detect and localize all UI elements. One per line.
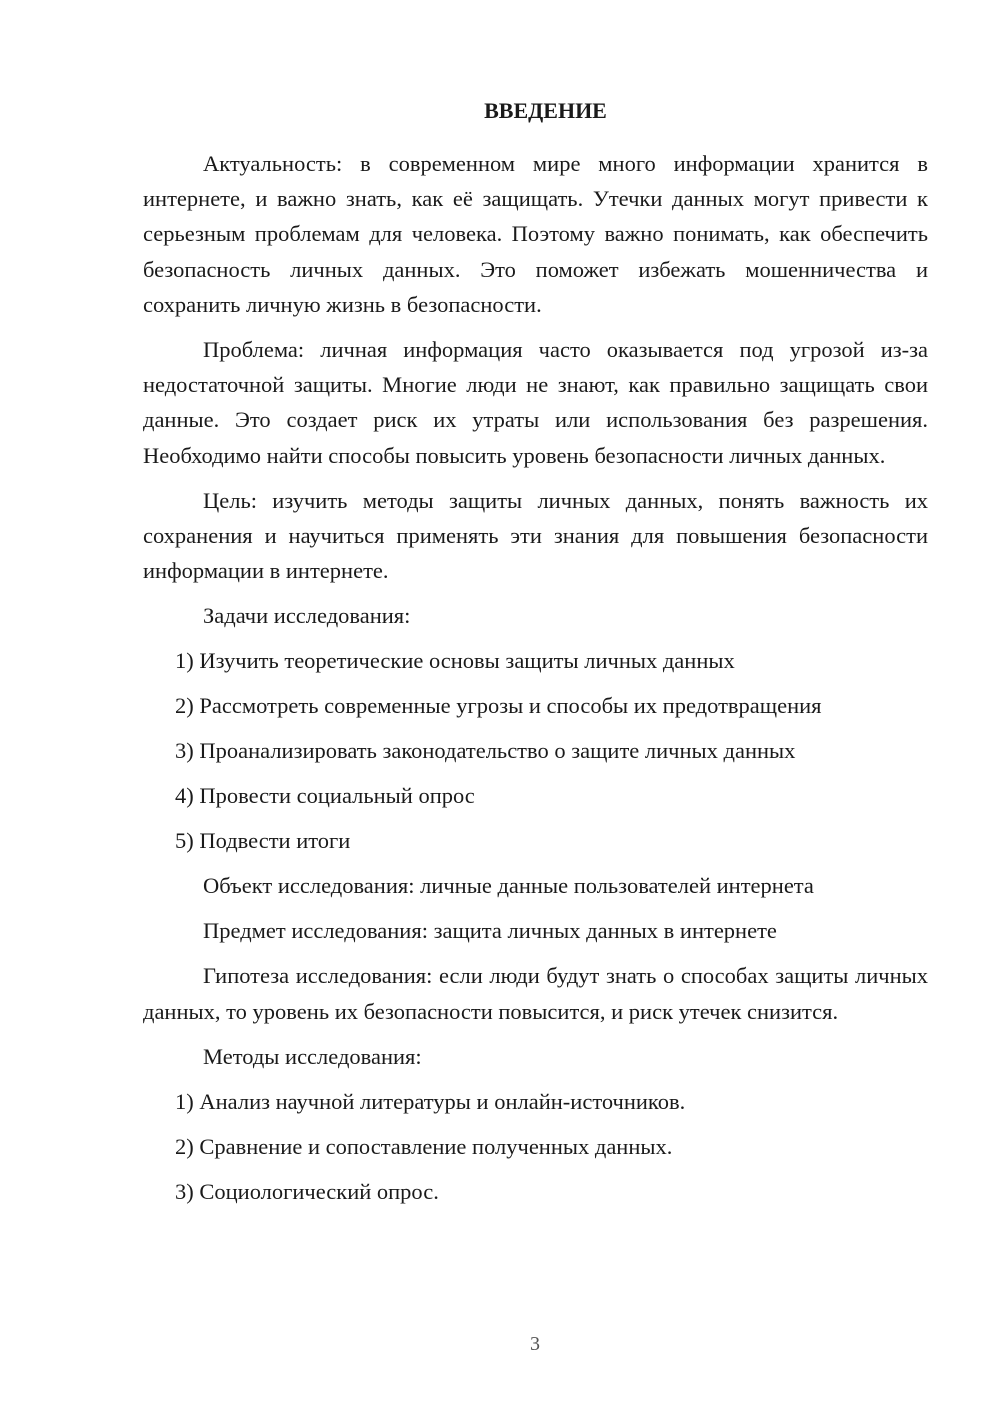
research-object: Объект исследования: личные данные пользователей интернета (203, 873, 814, 899)
tasks-heading: Задачи исследования: (203, 603, 411, 629)
goal-paragraph: Цель: изучить методы защиты личных данных, понять важность их сохранения и научиться применять эти знания для повышения безопасности информации в интернете. (143, 487, 928, 584)
methods-heading: Методы исследования: (203, 1043, 422, 1069)
method-item: 1) Анализ научной литературы и онлайн-источников. (175, 1088, 686, 1114)
page-title: ВВЕДЕНИЕ (484, 98, 607, 123)
document-page (143, 96, 928, 1219)
task-item: 2) Рассмотреть современные угрозы и способы их предотвращения (175, 693, 822, 719)
task-item: 4) Провести социальный опрос (175, 783, 475, 809)
problem-paragraph: Проблема: личная информация часто оказывается под угрозой из-за недостаточной защиты. Многие люди не знают, как правильно защищать свои данные. Это создает риск их утраты или использования без разрешения. Необходимо найти способы повысить уровень безопасности личных данных. (143, 337, 928, 468)
hypothesis-paragraph: Гипотеза исследования: если люди будут знать о способах защиты личных данных, то уровень их безопасности повысится, и риск утечек снизится. (143, 963, 928, 1024)
task-item: 3) Проанализировать законодательство о защите личных данных (175, 738, 796, 764)
relevance-paragraph: Актуальность: в современном мире много информации хранится в интернете, и важно знать, как её защищать. Утечки данных могут привести к серьезным проблемам для человека. Поэтому важно понимать, как обеспечить безопасность личных данных. Это поможет избежать мошенничества и сохранить личную жизнь в безопасности. (143, 151, 928, 317)
method-item: 2) Сравнение и сопоставление полученных данных. (175, 1133, 673, 1159)
method-item: 3) Социологический опрос. (175, 1178, 439, 1204)
research-subject: Предмет исследования: защита личных данных в интернете (203, 918, 777, 944)
task-item: 1) Изучить теоретические основы защиты личных данных (175, 648, 735, 674)
task-item: 5) Подвести итоги (175, 828, 351, 854)
page-number: 3 (530, 1333, 540, 1355)
